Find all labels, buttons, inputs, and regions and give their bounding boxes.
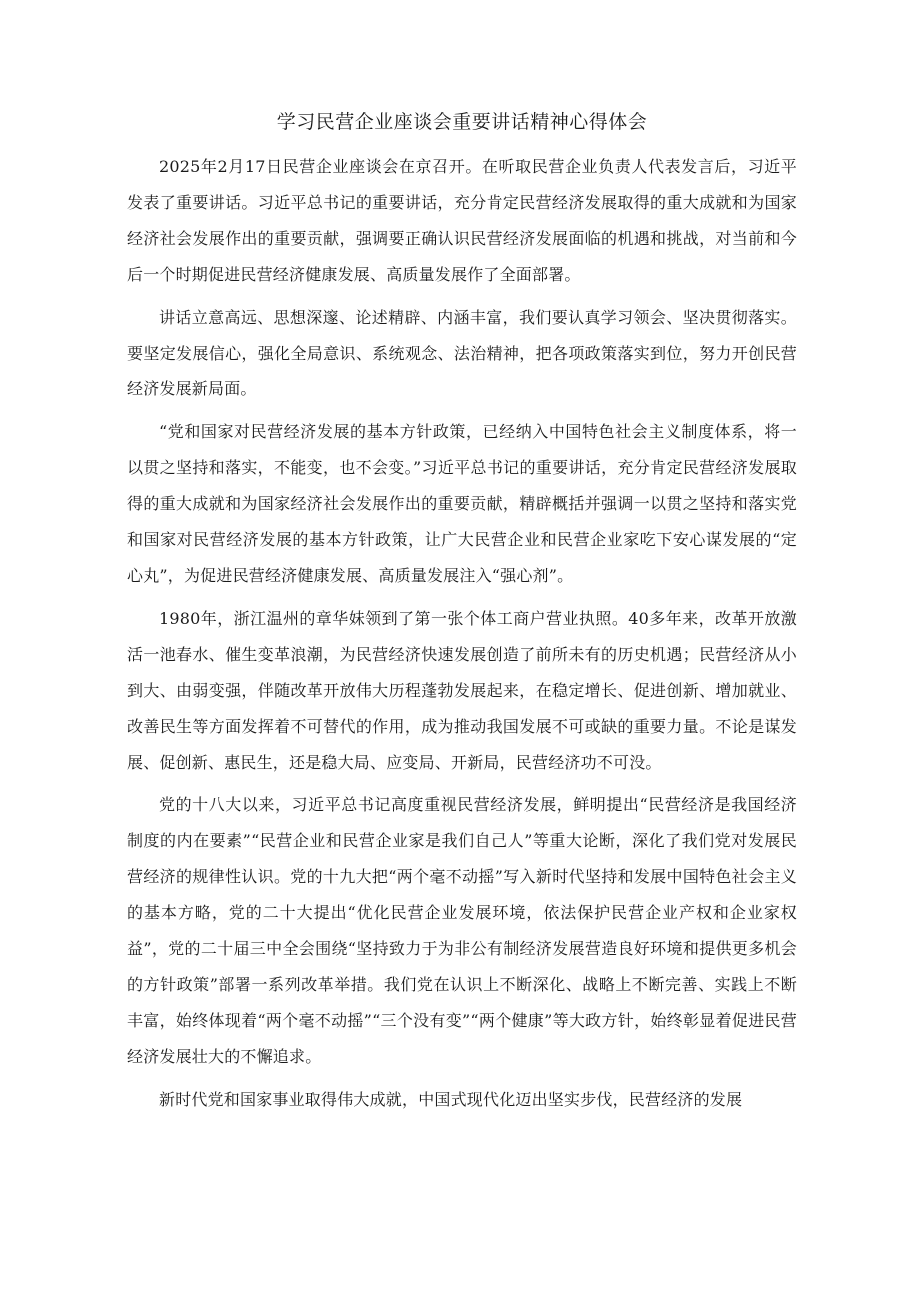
paragraph-1: 2025年2月17日民营企业座谈会在京召开。在听取民营企业负责人代表发言后，习近平发表了重要讲话。习近平总书记的重要讲话，充分肯定民营经济发展取得的重大成就和为国家经济社会发展作出的重要贡献，强调要正确认识民营经济发展面临的机遇和挑战，对当前和今后一个时期促进民营经济健康发展、高质量发展作了全面部署。 xyxy=(127,157,797,284)
document-title: 学习民营企业座谈会重要讲话精神心得体会 xyxy=(276,111,648,133)
paragraph-4: 1980年，浙江温州的章华妹领到了第一张个体工商户营业执照。40多年来，改革开放激活一池春水、催生变革浪潮，为民营经济快速发展创造了前所未有的历史机遇；民营经济从小到大、由弱变强，伴随改革开放伟大历程蓬勃发展起来，在稳定增长、促进创新、增加就业、改善民生等方面发挥着不可替代的作用，成为推动我国发展不可或缺的重要力量。不论是谋发展、促创新、惠民生，还是稳大局、应变局、开新局，民营经济功不可没。 xyxy=(127,608,797,772)
paragraph-3: “党和国家对民营经济发展的基本方针政策，已经纳入中国特色社会主义制度体系，将一以贯之坚持和落实，不能变，也不会变。”习近平总书记的重要讲话，充分肯定民营经济发展取得的重大成就和为国家经济社会发展作出的重要贡献，精辟概括并强调一以贯之坚持和落实党和国家对民营经济发展的基本方针政策，让广大民营企业和民营企业家吃下安心谋发展的“定心丸”，为促进民营经济健康发展、高质量发展注入“强心剂”。 xyxy=(127,422,797,585)
paragraph-5: 党的十八大以来，习近平总书记高度重视民营经济发展，鲜明提出“民营经济是我国经济制度的内在要素”“民营企业和民营企业家是我们自己人”等重大论断，深化了我们党对发展民营经济的规律性认识。党的十九大把“两个毫不动摇”写入新时代坚持和发展中国特色社会主义的基本方略，党的二十大提出“优化民营企业发展环境，依法保护民营企业产权和企业家权益”，党的二十届三中全会围绕“坚持致力于为非公有制经济发展营造良好环境和提供更多机会的方针政策”部署一系列改革举措。我们党在认识上不断深化、战略上不断完善、实践上不断丰富，始终体现着“两个毫不动摇”“三个没有变”“两个健康”等大政方针，始终彰显着促进民营经济发展壮大的不懈追求。 xyxy=(127,795,797,1066)
paragraph-2: 讲话立意高远、思想深邃、论述精辟、内涵丰富，我们要认真学习领会、坚决贯彻落实。要坚定发展信心，强化全局意识、系统观念、法治精神，把各项政策落实到位，努力开创民营经济发展新局面。 xyxy=(127,307,797,399)
document-page xyxy=(127,105,797,1125)
paragraph-6: 新时代党和国家事业取得伟大成就，中国式现代化迈出坚实步伐，民营经济的发展 xyxy=(159,1089,743,1109)
